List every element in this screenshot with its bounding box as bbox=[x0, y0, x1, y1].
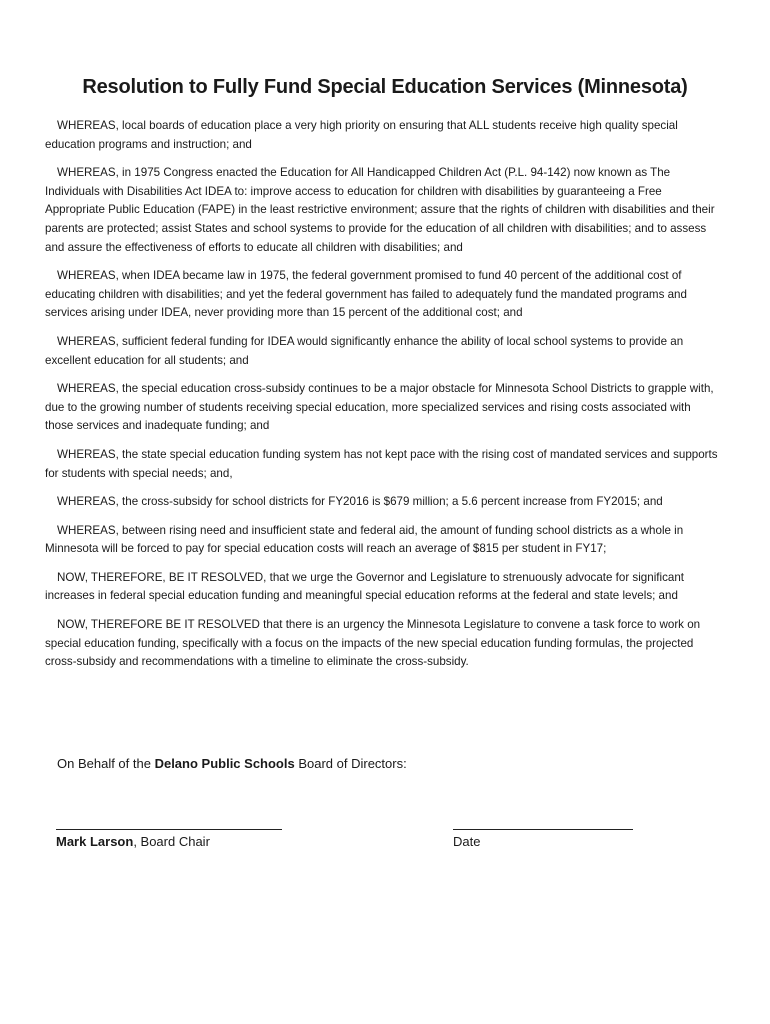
signer-label bbox=[56, 834, 210, 849]
whereas-paragraph-7: WHEREAS, the cross-subsidy for school districts for FY2016 is $679 million; a 5.6 percent increase from FY2015; and bbox=[57, 495, 663, 509]
whereas-paragraph-2: WHEREAS, in 1975 Congress enacted the Education for All Handicapped Children Act (P.L. 94-142) now known as The Individuals with Disabilities Act IDEA to: improve access to education for children with disabilities by guaranteeing a Free Appropriate Public Education (FAPE) in the least restrictive environment; assure that the rights of children with disabilities and their parents are protected; assist States and school systems to provide for the education of all children with disabilities; and to assess and assure the effectiveness of efforts to educate all children with disabilities; and bbox=[45, 166, 715, 254]
signature-line bbox=[56, 829, 282, 830]
signer-name: Mark Larson bbox=[56, 834, 134, 849]
whereas-paragraph-4: WHEREAS, sufficient federal funding for IDEA would significantly enhance the ability of local school systems to provide an excellent education for all students; and bbox=[45, 334, 684, 367]
whereas-paragraph-8: WHEREAS, between rising need and insufficient state and federal aid, the amount of funding school districts as a whole in Minnesota will be forced to pay for special education costs will reach an average of $815 per student in FY17; bbox=[45, 523, 684, 556]
whereas-paragraph-6: WHEREAS, the state special education funding system has not kept pace with the rising cost of mandated services and supports for students with special needs; and, bbox=[45, 447, 718, 480]
behalf-suffix: Board of Directors: bbox=[294, 756, 407, 771]
organization-name: Delano Public Schools bbox=[154, 756, 295, 771]
document-title: Resolution to Fully Fund Special Education Services (Minnesota) bbox=[82, 76, 688, 98]
on-behalf-statement bbox=[57, 756, 407, 771]
whereas-paragraph-5: WHEREAS, the special education cross-subsidy continues to be a major obstacle for Minnesota School Districts to grapple with, due to the growing number of students receiving special education, more specialized services and rising costs associated with those services and inadequate funding; and bbox=[45, 382, 714, 433]
date-label: Date bbox=[453, 834, 481, 849]
behalf-prefix: On Behalf of the bbox=[57, 756, 155, 771]
resolved-paragraph-2: NOW, THEREFORE BE IT RESOLVED that there is an urgency the Minnesota Legislature to convene a task force to work on special education funding, specifically with a focus on the impacts of the new special education funding formulas, the projected cross-subsidy and recommendations with a timeline to eliminate the cross-subsidy. bbox=[45, 618, 701, 669]
date-line bbox=[453, 829, 633, 830]
resolved-paragraph-1: NOW, THEREFORE, BE IT RESOLVED, that we urge the Governor and Legislature to strenuously advocate for significant increases in federal special education funding and meaningful special education reforms at the federal and state levels; and bbox=[45, 570, 684, 603]
whereas-paragraph-1: WHEREAS, local boards of education place a very high priority on ensuring that ALL students receive high quality special education programs and instruction; and bbox=[45, 119, 678, 151]
signer-role: , Board Chair bbox=[133, 834, 210, 849]
resolution-body bbox=[45, 117, 720, 682]
whereas-paragraph-3: WHEREAS, when IDEA became law in 1975, the federal government promised to fund 40 percent of the additional cost of educating children with disabilities; and yet the federal government has failed to adequately fund the mandated programs and services arising under IDEA, never providing more than 15 percent of the additional cost; and bbox=[45, 269, 687, 320]
